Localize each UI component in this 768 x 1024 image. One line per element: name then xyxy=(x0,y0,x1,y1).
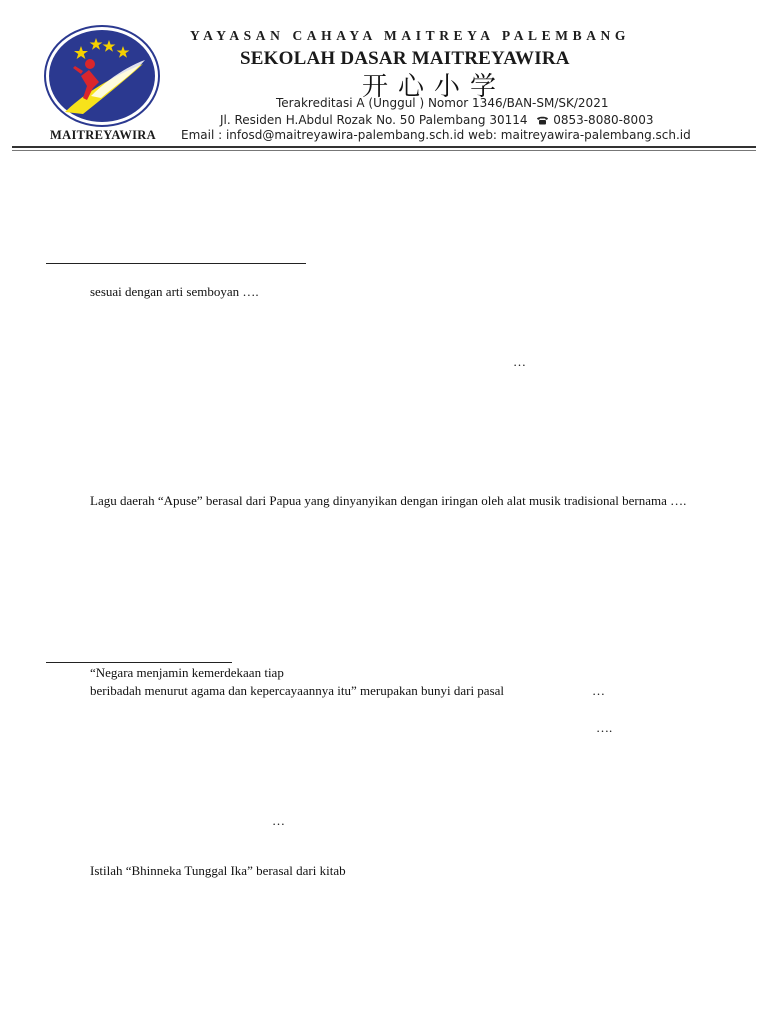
school-logo xyxy=(43,24,161,128)
school-name: SEKOLAH DASAR MAITREYAWIRA xyxy=(240,48,570,69)
question-text: beribadah menurut agama dan kepercayaannya itu” merupakan bunyi dari pasal xyxy=(90,683,505,698)
ellipsis-mark: … xyxy=(592,683,605,698)
header-divider xyxy=(12,146,756,148)
accreditation: Terakreditasi A (Unggul ) Nomor 1346/BAN-SM/SK/2021 xyxy=(276,96,609,110)
ellipsis-mark: … xyxy=(272,813,285,828)
address: Jl. Residen H.Abdul Rozak No. 50 Palembang 30114 xyxy=(220,113,528,127)
question-text: Istilah “Bhinneka Tunggal Ika” berasal dari kitab xyxy=(90,863,346,878)
address-line xyxy=(220,113,653,127)
question-text: sesuai dengan arti semboyan …. xyxy=(90,284,259,299)
foundation-name: YAYASAN CAHAYA MAITREYA PALEMBANG xyxy=(190,28,630,43)
header-divider-thin xyxy=(12,150,756,151)
phone-number: 0853-8080-8003 xyxy=(553,113,654,127)
phone-icon xyxy=(536,115,549,125)
question-text: “Negara menjamin kemerdekaan tiap xyxy=(90,665,284,680)
underline-rule xyxy=(46,662,232,663)
ellipsis-mark: …. xyxy=(596,720,613,735)
question-text: Lagu daerah “Apuse” berasal dari Papua yang dinyanyikan dengan iringan oleh alat musik tradisional bernama …. xyxy=(90,493,687,508)
logo-caption: MAITREYAWIRA xyxy=(50,128,156,142)
underline-rule xyxy=(46,263,306,264)
ellipsis-mark: … xyxy=(513,354,526,369)
email-web-line: Email : infosd@maitreyawira-palembang.sch.id web: maitreyawira-palembang.sch.id xyxy=(181,128,691,142)
school-chinese-name: 开心小学 xyxy=(362,72,507,102)
